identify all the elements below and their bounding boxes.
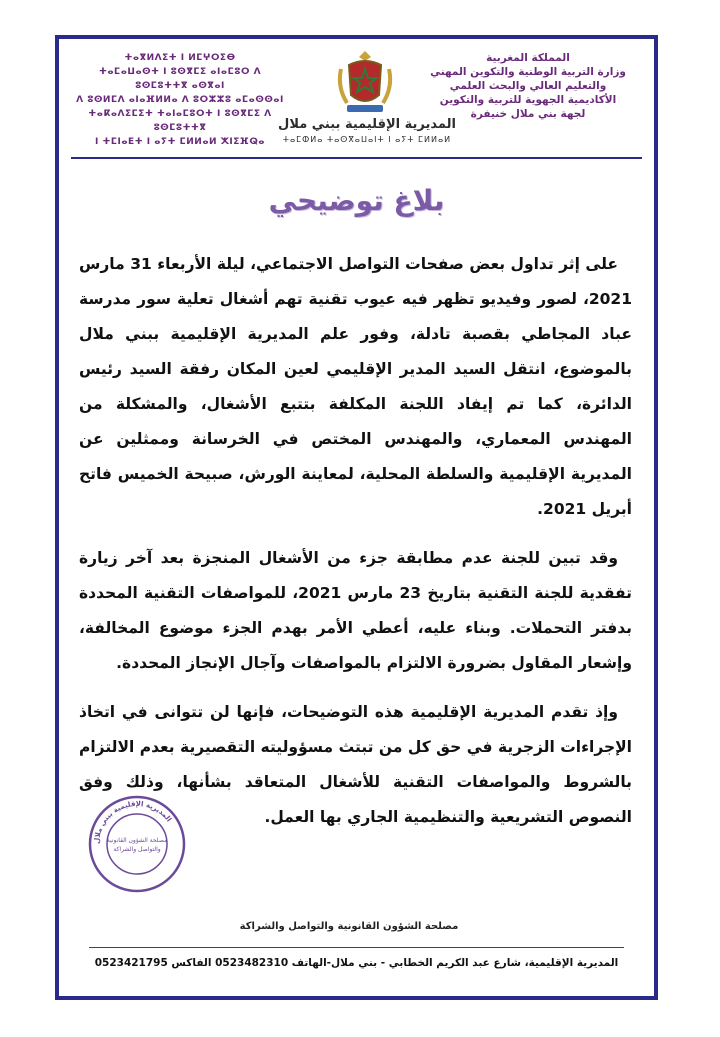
tifinagh-line: ⵏ ⵜⵎⵏⴰⴹⵜ ⵏ ⴰⵢⵜ ⵎⵍⵍⴰⵍ ⵅⵏⵉⴼⵕⴰ — [94, 137, 266, 147]
ministry-line: الأكاديمية الجهوية للتربية والتكوين — [439, 94, 617, 106]
tifinagh-line: ⴷ ⵓⵙⵍⵎⴷ ⴰⵏⴰⴼⵍⵍⴰ ⴷ ⵓⵔⵣⵣⵓ ⴰⵎⴰⵙⵙⴰⵏ — [76, 95, 284, 105]
stamp-ring-text: المديرية الإقليمية ببني ملال — [92, 799, 173, 845]
official-stamp — [87, 794, 187, 894]
letterhead-arabic — [410, 51, 646, 121]
document-body — [79, 247, 632, 849]
directorate-tifinagh: ⵜⴰⵎⵀⵍⴰ ⵜⴰⵙⴳⴰⵡⴰⵏⵜ ⵏ ⴰⵢⵜ ⵎⵍⵍⴰⵍ — [282, 135, 452, 144]
letterhead — [67, 47, 646, 155]
document-frame — [55, 35, 658, 1000]
header-divider — [71, 157, 642, 159]
directorate-title: المديرية الإقليمية ببني ملال — [278, 117, 456, 132]
ministry-line: المملكة المغربية — [486, 52, 570, 64]
stamp-center-text: مصلحة الشؤون القانونية — [106, 837, 168, 844]
document-title: بلاغ توضيحي — [268, 184, 445, 217]
footer-divider — [89, 947, 624, 948]
coat-of-arms-icon — [335, 47, 395, 117]
ministry-line: والتعليم العالي والبحث العلمي — [449, 80, 607, 92]
body-paragraph: وإذ تقدم المديرية الإقليمية هذه التوضيحات، فإنها لن تتوانى في اتخاذ الإجراءات الزجرية في حق كل من تبتث مسؤوليته التقصيرية بعدم الالتزام بالشروط والمواصفات التقنية للأشغال المتعاقد بشأنها، وذلك وفق النصوص التشريعية والتنظيمية الجاري بها العمل. — [79, 703, 632, 826]
tifinagh-line: ⵜⴰⴽⴰⴷⵉⵎⵉⵜ ⵜⴰⵏⴰⵎⵓⵔⵜ ⵏ ⵓⵙⴳⵎⵉ ⴷ ⵓⵙⵎⵓⵜⵜⴳ — [88, 109, 272, 133]
body-paragraph: وقد تبين للجنة عدم مطابقة جزء من الأشغال المنجزة بعد آخر زيارة تفقدية للجنة التقنية بتاريخ 23 مارس 2021، للمواصفات التقنية المحددة بدفتر التحملات. وبناء عليه، أعطي الأمر بهدم الجزء موضوع المخالفة، وإشعار المقاول بضرورة الالتزام بالمواصفات وآجال الإنجاز المحددة. — [79, 549, 632, 672]
body-paragraph: على إثر تداول بعض صفحات التواصل الاجتماعي، ليلة الأربعاء 31 مارس 2021، لصور وفيديو تظهر فيه عيوب تقنية تهم أشغال تعلية سور مدرسة عباد المجاطي بقصبة تادلة، وفور علم المديرية الإقليمية ببني ملال بالموضوع، انتقل السيد المدير الإقليمي لعين المكان رفقة السيد رئيس الدائرة، كما تم إيفاد اللجنة المكلفة بتتبع الأشغال، والمشكلة من المهندس المعماري، والمهندس المختص في الخرسانة وممثلين عن المديرية الإقليمية والسلطة المحلية، لمعاينة الورش، صبيحة الخميس فاتح أبريل 2021. — [79, 255, 632, 518]
tifinagh-line: ⵜⴰⴳⵍⴷⵉⵜ ⵏ ⵍⵎⵖⵔⵉⴱ — [124, 53, 236, 63]
ministry-line: لجهة بني ملال خنيفرة — [470, 108, 586, 120]
tifinagh-line: ⵜⴰⵎⴰⵡⴰⵙⵜ ⵏ ⵓⵙⴳⵎⵉ ⴰⵏⴰⵎⵓⵔ ⴷ ⵓⵙⵎⵓⵜⵜⴳ ⴰⵙⴳⴰⵏ — [98, 67, 262, 91]
footer-address: المديرية الإقليمية، شارع عبد الكريم الخطابي - بني ملال-الهاتف 0523482310 الفاكس 0523421795 — [94, 957, 619, 969]
issuing-service: مصلحة الشؤون القانونية والتواصل والشراكة — [239, 921, 459, 932]
stamp-center-text: والتواصل والشراكة — [113, 846, 161, 853]
ministry-line: وزارة التربية الوطنية والتكوين المهني — [430, 66, 626, 78]
